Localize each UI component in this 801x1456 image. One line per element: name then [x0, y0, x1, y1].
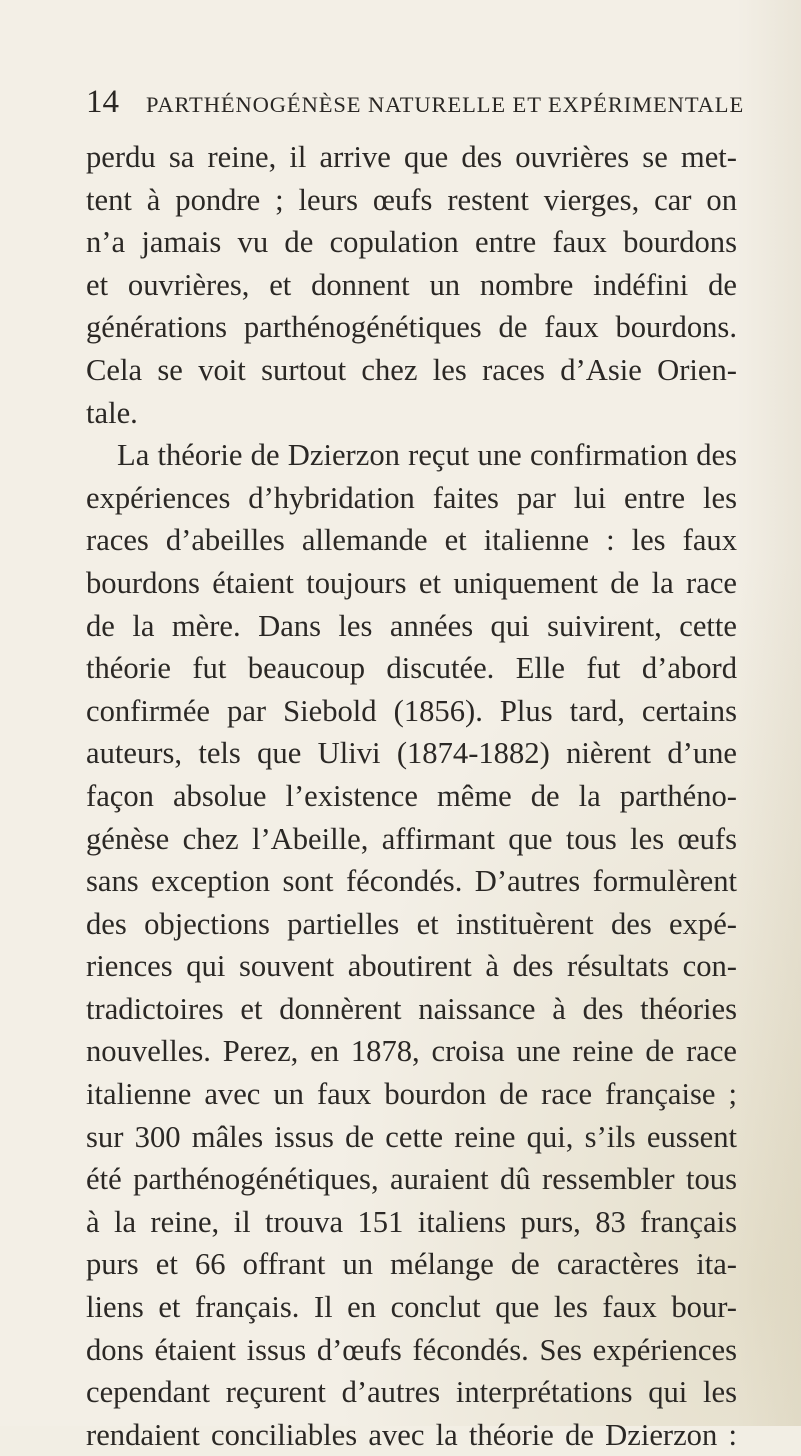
text-line: Cela se voit surtout chez les races d’Asie Orien-: [86, 352, 737, 387]
text-line: tent à pondre ; leurs œufs restent vierges, car on: [86, 182, 737, 217]
text-line: générations parthénogénétiques de faux bourdons.: [86, 310, 737, 345]
text-line: perdu sa reine, il arrive que des ouvrières se met-: [86, 140, 737, 174]
text-line: été parthénogénétiques, auraient dû ressembler tous: [86, 1162, 737, 1197]
text-line: théorie fut beaucoup discutée. Elle fut d’abord: [86, 651, 737, 686]
text-line: purs et 66 offrant un mélange de caractères ita-: [86, 1247, 737, 1282]
text-line: des objections partielles et instituèrent des expé-: [86, 906, 737, 941]
text-line: cependant reçurent d’autres interprétations qui les: [86, 1375, 737, 1410]
text-line: italienne avec un faux bourdon de race française ;: [86, 1077, 737, 1112]
text-line: auteurs, tels que Ulivi (1874-1882) nièrent d’une: [86, 736, 737, 771]
text-line: bourdons étaient toujours et uniquement de la race: [86, 565, 737, 600]
text-line: dons étaient issus d’œufs fécondés. Ses expériences: [86, 1332, 737, 1367]
text-line: et ouvrières, et donnent un nombre indéfini de: [86, 267, 737, 302]
text-line: La théorie de Dzierzon reçut une confirmation des: [117, 438, 737, 473]
text-line: façon absolue l’existence même de la parthéno-: [86, 778, 737, 813]
text-line: expériences d’hybridation faites par lui entre les: [86, 480, 737, 515]
text-line: liens et français. Il en conclut que les faux bour-: [86, 1290, 737, 1325]
page-header: [86, 82, 746, 126]
text-line: génèse chez l’Abeille, affirmant que tous les œufs: [86, 821, 737, 856]
text-line: tradictoires et donnèrent naissance à des théories: [86, 991, 737, 1026]
text-line: à la reine, il trouva 151 italiens purs, 83 français: [86, 1204, 737, 1239]
body-text: [86, 136, 737, 1456]
text-line: confirmée par Siebold (1856). Plus tard, certains: [86, 693, 737, 728]
page-number: 14: [86, 84, 119, 120]
text-line: tale.: [86, 395, 138, 430]
text-line: riences qui souvent aboutirent à des résultats con-: [86, 949, 737, 984]
text-line: races d’abeilles allemande et italienne : les faux: [86, 523, 737, 558]
text-line: rendaient conciliables avec la théorie de Dzierzon :: [86, 1417, 737, 1452]
text-line: n’a jamais vu de copulation entre faux bourdons: [86, 225, 737, 260]
text-line: sans exception sont fécondés. D’autres formulèrent: [86, 864, 737, 899]
text-line: nouvelles. Perez, en 1878, croisa une reine de race: [86, 1034, 737, 1069]
text-line: de la mère. Dans les années qui suivirent, cette: [86, 608, 737, 643]
text-line: sur 300 mâles issus de cette reine qui, s’ils eussent: [86, 1119, 737, 1154]
running-title: PARTHÉNOGÉNÈSE NATURELLE ET EXPÉRIMENTALE: [146, 92, 745, 117]
